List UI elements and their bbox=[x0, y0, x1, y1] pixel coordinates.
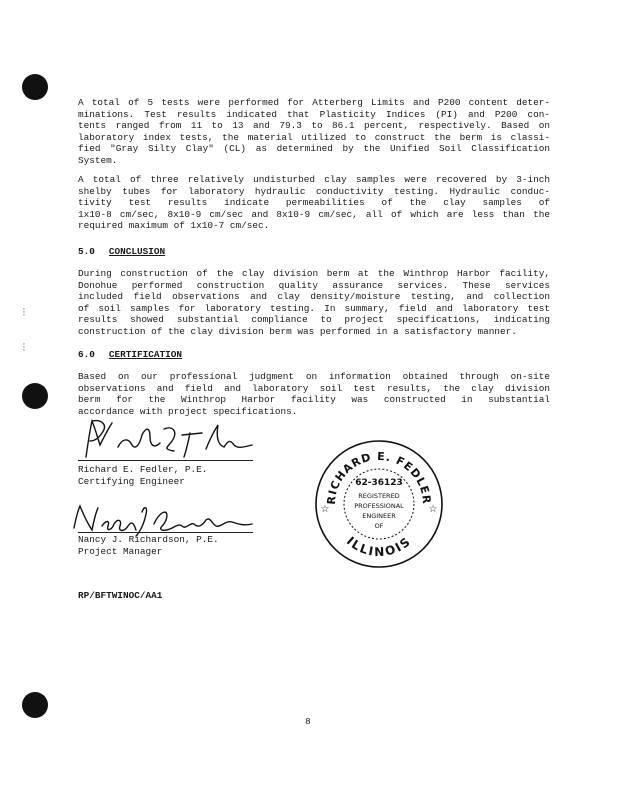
seal-line: REGISTERED bbox=[358, 492, 400, 500]
margin-mark: ⁝ bbox=[22, 306, 26, 320]
section-heading-certification: 6.0 CERTIFICATION bbox=[78, 349, 183, 360]
seal-star-icon: ☆ bbox=[320, 504, 330, 515]
signature-richard-fedler bbox=[78, 415, 258, 465]
paragraph-atterberg: A total of 5 tests were performed for Atterberg Limits and P200 content deter- minations. Test results indicated that Plasticity Indices (PI) and P200 con- tents ranged from 11 to 13 and 79.3 to 86.1 percent, respectively. Based on laboratory index tests, the material utilized to construct the berm is classi- fied "Gray Silty Clay" (CL) as determined by the Unified Soil Classification System. bbox=[78, 97, 550, 166]
professional-engineer-seal bbox=[313, 438, 445, 570]
paragraph-hydraulic-conductivity: A total of three relatively undisturbed clay samples were recovered by 3-inch shelby tubes for laboratory hydraulic conductivity testing. Hydraulic conduc- tivity test results indicate permeabilities of the clay samples of 1x10-8 cm/sec, 8x10-9 cm/sec and 8x10-9 cm/sec, all of which are less than the required maximum of 1x10-7 cm/sec. bbox=[78, 174, 550, 232]
punch-hole-bottom bbox=[22, 692, 48, 718]
signature-line bbox=[78, 460, 253, 461]
seal-top-text: RICHARD E. FEDLER bbox=[324, 449, 434, 506]
signatory-name: Richard E. Fedler, P.E. bbox=[78, 464, 208, 475]
section-heading-conclusion: 5.0 CONCLUSION bbox=[78, 246, 166, 257]
page-number: 8 bbox=[305, 716, 311, 727]
seal-bottom-text: ILLINOIS bbox=[343, 533, 415, 560]
paragraph-conclusion: During construction of the clay division berm at the Winthrop Harbor facility, Donohue performed construction quality assurance services. These services included field observations and clay density/moisture testing, and collection of soil samples for laboratory testing. In summary, field and laboratory test results showed substantial compliance to project specifications, indicating construction of the clay division berm was performed in a satisfactory manner. bbox=[78, 268, 550, 337]
signatory-role: Certifying Engineer bbox=[78, 476, 185, 487]
margin-mark: ⁝ bbox=[22, 341, 26, 355]
document-code: RP/BFTWINOC/AA1 bbox=[78, 590, 163, 601]
signatory-name: Nancy J. Richardson, P.E. bbox=[78, 534, 219, 545]
punch-hole-middle bbox=[22, 383, 48, 409]
svg-text:ILLINOIS bbox=[344, 534, 414, 559]
seal-line: ENGINEER bbox=[362, 512, 396, 520]
seal-line: OF bbox=[374, 522, 384, 530]
seal-line: PROFESSIONAL bbox=[354, 502, 404, 510]
seal-star-icon: ☆ bbox=[428, 504, 438, 515]
signatory-role: Project Manager bbox=[78, 546, 163, 557]
signatory-block-second bbox=[78, 534, 219, 558]
paragraph-certification: Based on our professional judgment on information obtained through on-site observations and field and laboratory soil test results, the clay division berm for the Winthrop Harbor facility was constructed in substantial accordance with project specifications. bbox=[78, 371, 550, 417]
signature-line bbox=[78, 532, 253, 533]
signatory-block-first bbox=[78, 464, 207, 488]
seal-number: 62-36123 bbox=[355, 478, 403, 488]
punch-hole-top bbox=[22, 74, 48, 100]
